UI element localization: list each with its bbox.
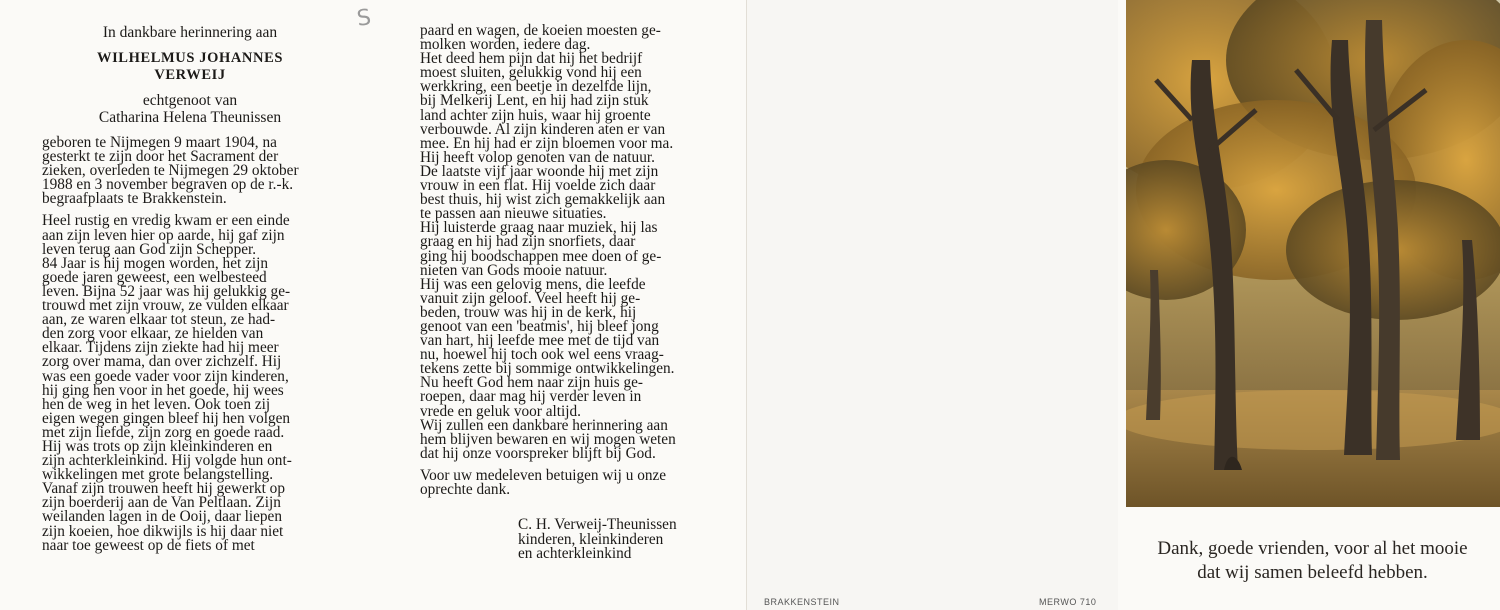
blank-page: [746, 0, 1118, 610]
middle-text-line: moest sluiten, gelukkig vond hij een: [420, 64, 642, 82]
middle-body-text: [420, 24, 716, 497]
middle-text-line: ging hij boodschappen mee doen of ge-: [420, 247, 662, 265]
middle-text-line: molken worden, iedere dag.: [420, 36, 591, 54]
middle-text-line: Hij luisterde graag naar muziek, hij las: [420, 219, 658, 237]
middle-text-line: bij Melkerij Lent, en hij had zijn stuk: [420, 92, 649, 110]
left-text-line: leven. Bijna 52 jaar was hij gelukkig ge-: [42, 282, 291, 300]
left-text-line: aan zijn leven hier op aarde, hij gaf zijn: [42, 226, 285, 244]
middle-text-line: De laatste vijf jaar woonde hij met zijn: [420, 162, 659, 180]
publisher-label: BRAKKENSTEIN: [764, 597, 840, 607]
pencil-mark: S: [355, 5, 373, 32]
middle-text-line: mee. En hij had er zijn bloemen voor ma.: [420, 134, 674, 152]
middle-text-line: vanuit zijn geloof. Veel heeft hij ge-: [420, 289, 641, 307]
signature-block: [518, 518, 677, 562]
middle-text-line: tekens zette bij sommige ontwikkelingen.: [420, 360, 675, 378]
middle-text-line: dat hij onze voorspreker blijft bij God.: [420, 444, 656, 462]
left-text-line: trouwd met zijn vrouw, ze vulden elkaar: [42, 297, 289, 315]
middle-text-line: Hij heeft volop genoten van de natuur.: [420, 148, 655, 166]
middle-text-line: Voor uw medeleven betuigen wij u onze: [420, 466, 667, 484]
left-body-text: [42, 136, 339, 553]
spouse-prefix: echtgenoot van: [142, 92, 238, 109]
middle-text-line: verbouwde. Al zijn kinderen aten er van: [420, 120, 666, 138]
left-text-line: weilanden lagen in de Ooij, daar liepen: [42, 508, 282, 526]
middle-text-line: Nu heeft God hem naar zijn huis ge-: [420, 374, 644, 392]
middle-text-line: Wij zullen een dankbare herinnering aan: [420, 416, 668, 434]
autumn-forest-photo: [1126, 0, 1500, 507]
middle-text-line: nu, hoewel hij toch ook wel eens vraag-: [420, 346, 664, 364]
left-text-line: Vanaf zijn trouwen heeft hij gewerkt op: [42, 480, 285, 498]
signature-line: kinderen, kleinkinderen: [518, 530, 664, 548]
middle-text-line: beden, trouw was hij in de kerk, hij: [420, 303, 637, 321]
left-text-line: zorg over mama, dan over zichzelf. Hij: [42, 353, 282, 371]
middle-text-line: genoot van een 'beatmis', hij bleef jong: [420, 317, 659, 335]
middle-text-line: oprechte dank.: [420, 481, 511, 498]
left-text-line: Heel rustig en vredig kwam er een einde: [42, 212, 290, 230]
middle-text-line: werkkring, een beetje in dezelfde lijn,: [420, 78, 652, 96]
left-text-line: den zorg voor elkaar, ze hielden van: [42, 325, 264, 343]
middle-text-line: vrouw in een flat. Hij voelde zich daar: [420, 177, 656, 195]
signature-line: en achterkleinkind: [518, 545, 632, 562]
product-code: MERWO 710: [1039, 597, 1097, 607]
left-text-line: elkaar. Tijdens zijn ziekte had hij meer: [42, 339, 279, 357]
deceased-name-line1: WILHELMUS JOHANNES: [96, 50, 284, 66]
intro-line: In dankbare herinnering aan: [102, 24, 278, 41]
left-text-line: goede jaren geweest, een welbesteed: [42, 268, 267, 286]
left-text-line: hen de weg in het leven. Ook toen zij: [42, 395, 271, 413]
left-text-line: hij ging hen voor in het goede, hij wees: [42, 381, 284, 399]
middle-text-line: roepen, daar mag hij verder leven in: [420, 388, 642, 406]
middle-text-line: te passen aan nieuwe situaties.: [420, 205, 607, 223]
left-text-line: met zijn liefde, zijn zorg en goede raad.: [42, 423, 285, 441]
left-text-line: begraafplaats te Brakkenstein.: [42, 190, 227, 208]
middle-text-line: hem blijven bewaren en wij mogen weten: [420, 430, 676, 448]
middle-text-line: Het deed hem pijn dat hij het bedrijf: [420, 50, 643, 68]
forest-illustration: [1126, 0, 1500, 507]
left-text-line: zijn koeien, hoe dikwijls is hij daar niet: [42, 522, 284, 540]
left-text-line: zieken, overleden te Nijmegen 29 oktober: [42, 162, 299, 180]
middle-text-line: best thuis, hij wist zich gemakkelijk aan: [420, 191, 666, 209]
spouse-name: Catharina Helena Theunissen: [98, 109, 282, 126]
left-text-line: naar toe geweest op de fiets of met: [42, 536, 255, 554]
quote-line2: dat wij samen beleefd hebben.: [1197, 562, 1428, 583]
left-text-line: gesterkt te zijn door het Sacrament der: [42, 148, 279, 166]
left-text-line: zijn achterkleinkind. Hij volgde hun ont-: [42, 452, 292, 470]
left-text-line: 84 Jaar is hij mogen worden, het zijn: [42, 254, 269, 272]
quote-line1: Dank, goede vrienden, voor al het mooie: [1157, 538, 1468, 559]
left-text-line: eigen wegen gingen bleef hij hen volgen: [42, 409, 291, 427]
middle-text-line: vrede en geluk voor altijd.: [420, 402, 581, 420]
middle-text-line: land achter zijn huis, waar hij groente: [420, 106, 651, 124]
left-text-line: geboren te Nijmegen 9 maart 1904, na: [42, 134, 277, 151]
middle-text-line: van hart, hij leefde mee met de tijd van: [420, 332, 660, 350]
left-text-line: zijn boerderij aan de Van Peltlaan. Zijn: [42, 494, 281, 512]
left-text-line: Hij was trots op zijn kleinkinderen en: [42, 437, 273, 455]
middle-text-line: nieten van Gods mooie natuur.: [420, 261, 608, 279]
signature-line: C. H. Verweij-Theunissen: [518, 516, 677, 533]
middle-text-line: graag en hij had zijn snorfiets, daar: [420, 233, 636, 251]
middle-text-line: paard en wagen, de koeien moesten ge-: [420, 22, 661, 39]
left-text-line: leven terug aan God zijn Schepper.: [42, 240, 257, 258]
left-text-line: was een goede vader voor zijn kinderen,: [42, 367, 289, 385]
left-text-line: wikkelingen met grote belangstelling.: [42, 466, 274, 484]
left-text-line: 1988 en 3 november begraven op de r.-k.: [42, 176, 294, 194]
middle-text-line: Hij was een gelovig mens, die leefde: [420, 275, 646, 293]
deceased-name-line2: VERWEIJ: [154, 67, 226, 83]
left-text-line: aan, ze waren elkaar tot steun, ze had-: [42, 311, 276, 329]
